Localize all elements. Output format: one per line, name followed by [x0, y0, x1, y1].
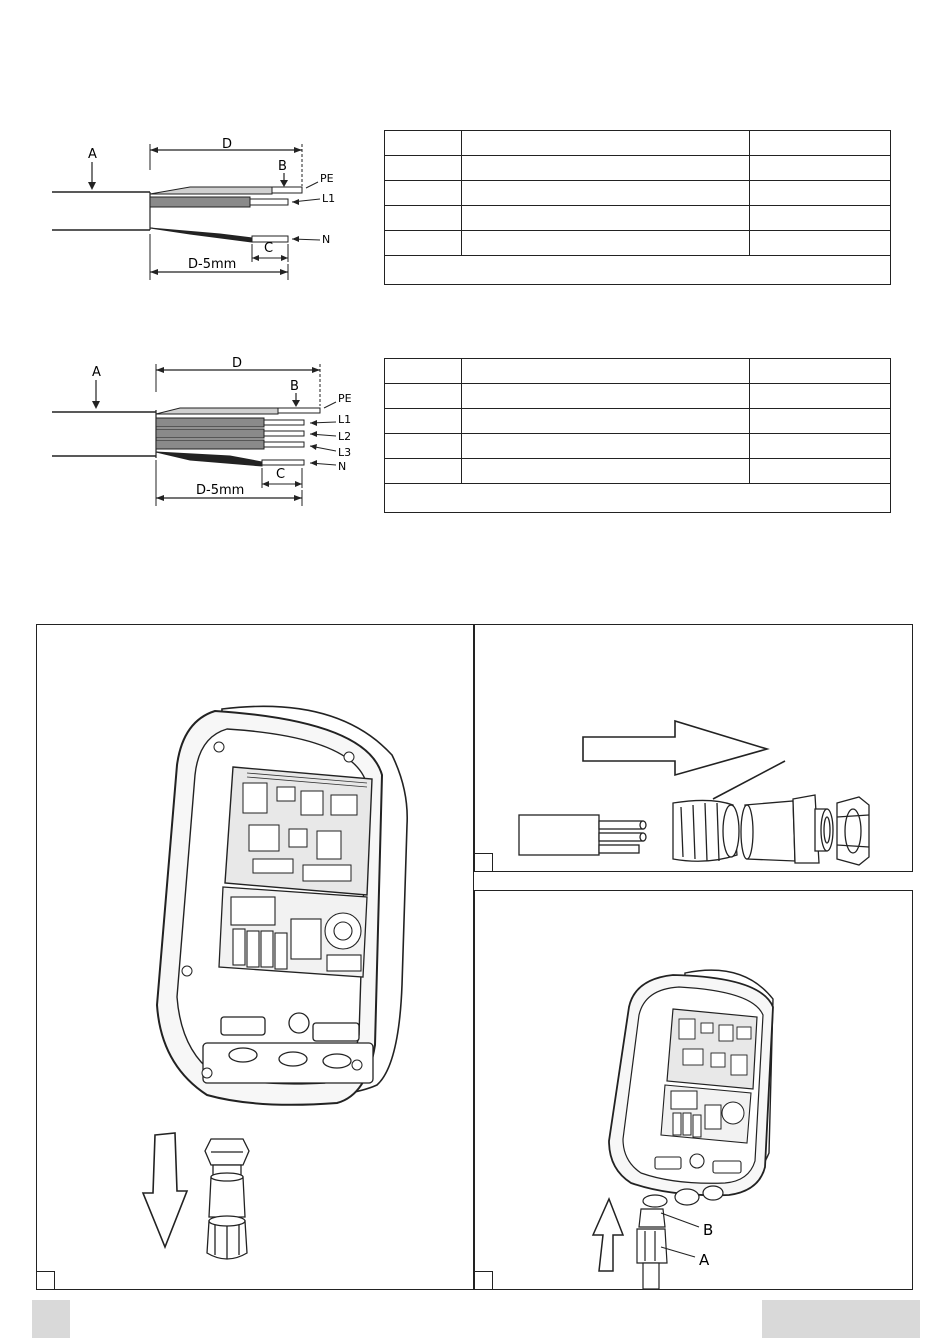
section-tab [762, 1300, 920, 1338]
table-note-row [385, 484, 891, 513]
charger-cable-insertion-illustration [475, 891, 912, 1289]
label-pe: PE [338, 392, 352, 405]
step-panel-gland-removal [36, 624, 474, 1290]
table-row [385, 181, 891, 206]
label-pe: PE [320, 172, 334, 185]
label-d-minus-5mm: D-5mm [188, 257, 237, 272]
page-number-tab [32, 1300, 70, 1338]
label-l3: L3 [338, 446, 352, 459]
label-d: D [232, 356, 243, 371]
spec-table-single-phase [384, 130, 891, 285]
table-row [385, 131, 891, 156]
step-panel-gland-assembly [474, 624, 913, 872]
step-number-box [37, 1271, 55, 1289]
cable-strip-diagram-single-phase [40, 130, 360, 290]
table-row [385, 409, 891, 434]
label-d: D [222, 137, 233, 152]
label-b: B [290, 379, 299, 394]
label-l2: L2 [338, 430, 352, 443]
cable-strip-diagram-three-phase [40, 352, 370, 518]
label-d-minus-5mm: D-5mm [196, 483, 245, 498]
table-row [385, 434, 891, 459]
table-row [385, 156, 891, 181]
callout-a: A [699, 1251, 710, 1269]
table-row [385, 231, 891, 256]
callout-b: B [703, 1221, 714, 1239]
table-row [385, 206, 891, 231]
table-row [385, 359, 891, 384]
label-a: A [88, 147, 97, 162]
spec-table-three-phase [384, 358, 891, 513]
table-note-row [385, 256, 891, 285]
label-l1: L1 [338, 413, 352, 426]
table-row [385, 459, 891, 484]
step-panel-cable-insertion [474, 890, 913, 1290]
gland-assembly-illustration [475, 625, 912, 871]
label-c: C [276, 467, 286, 482]
label-n: N [338, 460, 347, 473]
step-number-box [475, 853, 493, 871]
label-c: C [264, 241, 274, 256]
label-a: A [92, 365, 101, 380]
charger-open-illustration [37, 625, 473, 1289]
table-row [385, 384, 891, 409]
label-n: N [322, 233, 331, 246]
label-b: B [278, 159, 287, 174]
step-number-box [475, 1271, 493, 1289]
label-l1: L1 [322, 192, 336, 205]
